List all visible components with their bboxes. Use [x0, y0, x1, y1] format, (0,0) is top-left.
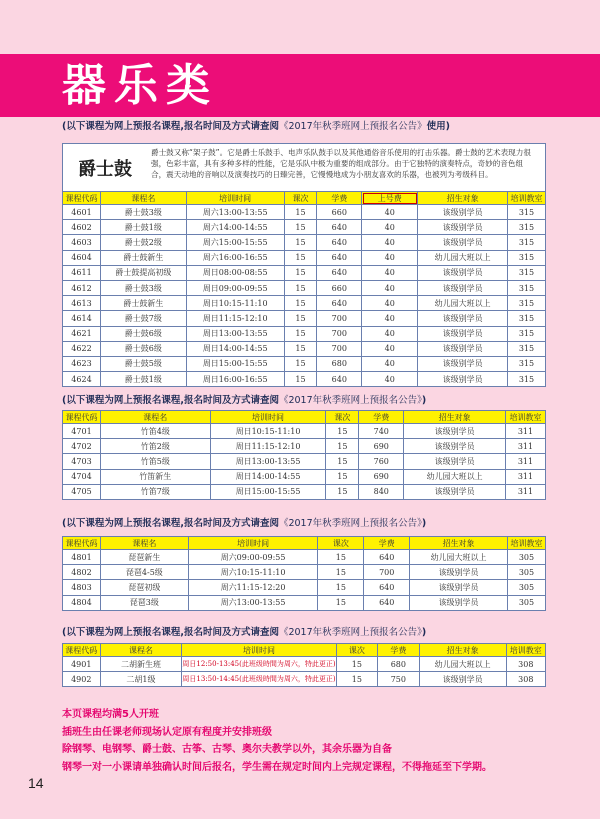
- table-cell: 爵士鼓3级: [100, 205, 186, 220]
- table-cell: 该级别学员: [418, 372, 508, 387]
- table-cell: 315: [507, 372, 545, 387]
- table-cell: 15: [284, 311, 317, 326]
- table-cell: 308: [506, 657, 545, 672]
- header-fee: 学费: [378, 644, 420, 657]
- table-cell: 311: [505, 439, 545, 454]
- table-cell: 305: [507, 550, 545, 565]
- table-cell: 4604: [63, 250, 101, 265]
- table-cell: 680: [378, 657, 420, 672]
- table-cell: 竹笛7级: [100, 484, 210, 499]
- jazz-drum-title: 爵士鼓: [78, 158, 132, 180]
- table-cell: 660: [317, 205, 362, 220]
- table-cell: 15: [284, 265, 317, 280]
- table-cell: 周六10:15-11:10: [188, 565, 318, 580]
- footer-note: 插班生由任课老师现场认定原有程度并安排班级: [62, 726, 272, 738]
- table-cell: 4704: [63, 469, 101, 484]
- table-header-row: [63, 537, 546, 550]
- bamboo-flute-table: [62, 410, 546, 500]
- table-row: [63, 235, 546, 250]
- table-cell: 周日15:00-15:55: [210, 484, 326, 499]
- table-cell: 15: [326, 424, 359, 439]
- table-cell: 15: [284, 250, 317, 265]
- table-cell: 周日16:00-16:55: [186, 372, 284, 387]
- table-row: [63, 484, 546, 499]
- table-cell: 4603: [63, 235, 101, 250]
- table-cell: 4621: [63, 326, 101, 341]
- header-time: 培训时间: [186, 192, 284, 205]
- table-cell: 40: [362, 250, 418, 265]
- table-cell: 周日14:00-14:55: [186, 341, 284, 356]
- table-cell: 幼儿园大班以上: [404, 469, 506, 484]
- table-cell: 15: [326, 469, 359, 484]
- header-code: 课程代码: [63, 192, 101, 205]
- table-cell: 该级别学员: [410, 595, 508, 610]
- table-cell: 760: [359, 454, 404, 469]
- header-fee: 学费: [317, 192, 362, 205]
- header-name: 课程名: [100, 411, 210, 424]
- section-bamboo-flute: [62, 395, 546, 500]
- notice-line: (以下课程为网上预报名课程,报名时间及方式请查阅《2017年秋季班网上预报名公告》): [62, 395, 427, 406]
- table-cell: 该级别学员: [404, 454, 506, 469]
- table-cell: 15: [284, 205, 317, 220]
- table-cell: 幼儿园大班以上: [418, 250, 508, 265]
- table-cell: 竹笛2级: [100, 439, 210, 454]
- table-cell: 315: [507, 326, 545, 341]
- table-cell: 4601: [63, 205, 101, 220]
- table-cell: 4803: [63, 580, 101, 595]
- table-cell: 该级别学员: [418, 341, 508, 356]
- table-row: [63, 439, 546, 454]
- table-cell: 该级别学员: [404, 439, 506, 454]
- table-row: [63, 356, 546, 371]
- header-code: 课程代码: [63, 411, 101, 424]
- table-cell: 周日15:00-15:55: [186, 356, 284, 371]
- table-cell: 4703: [63, 454, 101, 469]
- table-cell: 40: [362, 296, 418, 311]
- table-cell: 40: [362, 356, 418, 371]
- page-number: 14: [28, 775, 44, 791]
- table-cell: 4701: [63, 424, 101, 439]
- header-room: 培训教室: [505, 411, 545, 424]
- table-cell: 周六16:00-16:55: [186, 250, 284, 265]
- table-cell: 15: [318, 565, 364, 580]
- table-cell: 周六14:00-14:55: [186, 220, 284, 235]
- table-cell: 该级别学员: [404, 424, 506, 439]
- table-cell: 爵士鼓6级: [100, 341, 186, 356]
- table-cell: 琵琶4-5级: [100, 565, 188, 580]
- notice-line: (以下课程为网上预报名课程,报名时间及方式请查阅《2017年秋季班网上预报名公告》): [62, 518, 427, 529]
- table-cell: 爵士鼓2级: [100, 235, 186, 250]
- table-cell: 爵士鼓提高初级: [100, 265, 186, 280]
- table-cell: 640: [364, 550, 410, 565]
- table-cell: 15: [284, 326, 317, 341]
- table-cell: 40: [362, 326, 418, 341]
- table-cell: 爵士鼓1级: [100, 372, 186, 387]
- table-cell: 15: [326, 439, 359, 454]
- header-room: 培训教室: [507, 537, 545, 550]
- table-cell: 周六09:00-09:55: [188, 550, 318, 565]
- table-row: [63, 296, 546, 311]
- table-row: [63, 265, 546, 280]
- table-cell: 该级别学员: [418, 280, 508, 295]
- table-row: [63, 280, 546, 295]
- table-cell: 4902: [63, 672, 101, 687]
- table-cell: 680: [317, 356, 362, 371]
- table-cell: 700: [364, 565, 410, 580]
- table-cell: 周日10:15-11:10: [186, 296, 284, 311]
- jazz-drum-table: [62, 191, 546, 387]
- table-cell: 15: [326, 454, 359, 469]
- table-cell: 740: [359, 424, 404, 439]
- table-cell: 4623: [63, 356, 101, 371]
- header-book-fee: 上号费: [362, 192, 418, 205]
- table-cell: 315: [507, 235, 545, 250]
- table-cell: 周日13:00-13:55: [186, 326, 284, 341]
- table-cell: 该级别学员: [419, 672, 506, 687]
- table-cell: 640: [317, 296, 362, 311]
- table-cell: 该级别学员: [418, 356, 508, 371]
- table-cell: 爵士鼓1级: [100, 220, 186, 235]
- table-cell: 周日13:00-13:55: [210, 454, 326, 469]
- table-cell: 40: [362, 220, 418, 235]
- table-cell: 700: [317, 341, 362, 356]
- table-cell: 4801: [63, 550, 101, 565]
- table-cell: 周日10:15-11:10: [210, 424, 326, 439]
- table-cell: 周六13:00-13:55: [188, 595, 318, 610]
- table-cell: 4705: [63, 484, 101, 499]
- table-cell: 315: [507, 296, 545, 311]
- table-cell: 660: [317, 280, 362, 295]
- table-cell: 4611: [63, 265, 101, 280]
- header-fee: 学费: [364, 537, 410, 550]
- table-cell: 315: [507, 280, 545, 295]
- table-row: [63, 672, 546, 687]
- table-cell: 315: [507, 311, 545, 326]
- table-cell: 周六13:00-13:55: [186, 205, 284, 220]
- table-cell: 15: [284, 356, 317, 371]
- table-cell: 15: [336, 657, 378, 672]
- table-cell: 15: [284, 372, 317, 387]
- table-cell: 4802: [63, 565, 101, 580]
- table-cell: 幼儿园大班以上: [419, 657, 506, 672]
- header-time: 培训时间: [210, 411, 326, 424]
- header-target: 招生对象: [419, 644, 506, 657]
- table-cell: 315: [507, 205, 545, 220]
- header-sessions: 课次: [318, 537, 364, 550]
- notice-line: (以下课程为网上预报名课程,报名时间及方式请查阅《2017年秋季班网上预报名公告》使用): [62, 121, 450, 132]
- table-cell: 640: [317, 372, 362, 387]
- header-room: 培训教室: [506, 644, 545, 657]
- table-cell: 周日08:00-08:55: [186, 265, 284, 280]
- header-name: 课程名: [100, 192, 186, 205]
- table-cell: 315: [507, 356, 545, 371]
- table-row: [63, 424, 546, 439]
- table-cell: 二胡新生班: [100, 657, 182, 672]
- table-cell: 该级别学员: [404, 484, 506, 499]
- table-cell: 40: [362, 265, 418, 280]
- table-cell: 琵琶3级: [100, 595, 188, 610]
- table-cell: 爵士鼓新生: [100, 250, 186, 265]
- header-target: 招生对象: [418, 192, 508, 205]
- table-row: [63, 311, 546, 326]
- table-header-row: [63, 192, 546, 205]
- table-cell: 爵士鼓5级: [100, 356, 186, 371]
- table-cell: 周日11:15-12:10: [210, 439, 326, 454]
- table-cell: 爵士鼓新生: [100, 296, 186, 311]
- table-cell: 40: [362, 205, 418, 220]
- table-cell: 琵琶新生: [100, 550, 188, 565]
- table-cell: 315: [507, 220, 545, 235]
- table-cell: 4613: [63, 296, 101, 311]
- table-row: [63, 595, 546, 610]
- table-cell: 4622: [63, 341, 101, 356]
- table-cell: 爵士鼓3级: [100, 280, 186, 295]
- table-cell: 640: [364, 580, 410, 595]
- header-target: 招生对象: [404, 411, 506, 424]
- footer-note: 除钢琴、电钢琴、爵士鼓、古筝、古琴、奥尔夫教学以外，其余乐器为自备: [62, 744, 392, 755]
- table-cell: 该级别学员: [418, 326, 508, 341]
- table-row: [63, 469, 546, 484]
- table-cell: 二胡1级: [100, 672, 182, 687]
- table-cell: 40: [362, 372, 418, 387]
- table-cell: 640: [317, 220, 362, 235]
- footer-notes: [62, 706, 542, 776]
- table-cell: 该级别学员: [418, 311, 508, 326]
- table-cell: 周日09:00-09:55: [186, 280, 284, 295]
- table-row: [63, 372, 546, 387]
- table-row: [63, 341, 546, 356]
- table-cell: 311: [505, 469, 545, 484]
- section-erhu: [62, 627, 546, 687]
- table-row: [63, 205, 546, 220]
- table-cell: 305: [507, 595, 545, 610]
- table-cell: 311: [505, 424, 545, 439]
- table-cell: 311: [505, 484, 545, 499]
- header-target: 招生对象: [410, 537, 508, 550]
- table-cell: 4624: [63, 372, 101, 387]
- table-header-row: [63, 411, 546, 424]
- table-cell: 该级别学员: [418, 235, 508, 250]
- table-row: [63, 565, 546, 580]
- table-cell: 40: [362, 280, 418, 295]
- table-cell: 308: [506, 672, 545, 687]
- table-cell: 640: [317, 235, 362, 250]
- table-cell: 该级别学员: [418, 265, 508, 280]
- table-cell: 315: [507, 250, 545, 265]
- table-cell: 周六11:15-12:20: [188, 580, 318, 595]
- header-fee: 学费: [359, 411, 404, 424]
- table-cell: 640: [317, 265, 362, 280]
- table-cell: 竹笛新生: [100, 469, 210, 484]
- table-cell: 该级别学员: [418, 220, 508, 235]
- table-cell: 15: [318, 550, 364, 565]
- table-cell: 311: [505, 454, 545, 469]
- table-cell: 周日14:00-14:55: [210, 469, 326, 484]
- table-cell: 4702: [63, 439, 101, 454]
- table-cell: 315: [507, 265, 545, 280]
- table-cell: 爵士鼓6级: [100, 326, 186, 341]
- table-cell: 15: [284, 235, 317, 250]
- header-sessions: 课次: [336, 644, 378, 657]
- table-row: [63, 250, 546, 265]
- header-sessions: 课次: [326, 411, 359, 424]
- header-time: 培训时间: [182, 644, 336, 657]
- header-code: 课程代码: [63, 644, 101, 657]
- section-pipa: [62, 518, 546, 611]
- table-cell: 15: [336, 672, 378, 687]
- table-cell: 该级别学员: [410, 565, 508, 580]
- table-cell: 4612: [63, 280, 101, 295]
- table-cell: 15: [284, 280, 317, 295]
- table-cell: 15: [284, 220, 317, 235]
- table-cell: 305: [507, 565, 545, 580]
- table-cell: 15: [284, 341, 317, 356]
- table-cell: 40: [362, 235, 418, 250]
- footer-note: 钢琴一对一小课请单独确认时间后报名，学生需在规定时间内上完规定课程，不得拖延至下学期。: [62, 761, 492, 773]
- table-cell: 690: [359, 439, 404, 454]
- table-cell: 4614: [63, 311, 101, 326]
- table-row: [63, 580, 546, 595]
- table-cell: 幼儿园大班以上: [410, 550, 508, 565]
- table-row: [63, 657, 546, 672]
- table-cell: 4901: [63, 657, 101, 672]
- table-cell: 周六15:00-15:55: [186, 235, 284, 250]
- table-row: [63, 550, 546, 565]
- table-cell: 4602: [63, 220, 101, 235]
- table-row: [63, 326, 546, 341]
- table-cell: 琵琶初级: [100, 580, 188, 595]
- table-cell: 15: [326, 484, 359, 499]
- table-cell: 40: [362, 341, 418, 356]
- table-cell: 周日11:15-12:10: [186, 311, 284, 326]
- table-cell: 700: [317, 311, 362, 326]
- table-row: [63, 220, 546, 235]
- table-cell: 15: [318, 595, 364, 610]
- header-sessions: 课次: [284, 192, 317, 205]
- footer-note: 本页课程均满5人开班: [62, 709, 159, 720]
- section-jazz-drum: [62, 121, 546, 387]
- table-cell: 15: [318, 580, 364, 595]
- table-cell: 竹笛5级: [100, 454, 210, 469]
- table-cell: 750: [378, 672, 420, 687]
- erhu-table: [62, 643, 546, 687]
- header-room: 培训教室: [507, 192, 545, 205]
- table-cell: 700: [317, 326, 362, 341]
- table-cell: 15: [284, 296, 317, 311]
- header-code: 课程代码: [63, 537, 101, 550]
- table-cell: 640: [317, 250, 362, 265]
- table-cell: 周日12:50-13:45(此班级時間为周六，特此更正): [182, 657, 336, 672]
- table-cell: 315: [507, 341, 545, 356]
- table-row: [63, 454, 546, 469]
- pipa-table: [62, 536, 546, 611]
- jazz-drum-description: 爵士鼓又称“架子鼓”。它是爵士乐鼓手、电声乐队鼓手以及其他通俗音乐使用的打击乐器。爵士鼓的艺术表现力很强，色彩丰富，具有多种多样的性能，它是乐队中极为重要的组成部分。由于它独特的演奏特点，奇妙的音色组合，震天动地的音响以及演奏技巧的日臻完善，它慢慢地成为小朋友喜欢的乐器，也被列为考级科目。: [151, 148, 531, 179]
- table-cell: 竹笛4级: [100, 424, 210, 439]
- table-cell: 305: [507, 580, 545, 595]
- table-cell: 840: [359, 484, 404, 499]
- table-cell: 该级别学员: [418, 205, 508, 220]
- table-cell: 幼儿园大班以上: [418, 296, 508, 311]
- table-cell: 爵士鼓7级: [100, 311, 186, 326]
- table-cell: 周日13:50-14:45(此班级時間为周六，特此更正): [182, 672, 336, 687]
- table-cell: 40: [362, 311, 418, 326]
- header-name: 课程名: [100, 537, 188, 550]
- table-cell: 该级别学员: [410, 580, 508, 595]
- notice-line: (以下课程为网上预报名课程,报名时间及方式请查阅《2017年秋季班网上预报名公告》): [62, 627, 427, 638]
- jazz-drum-intro: [62, 143, 546, 191]
- table-cell: 4804: [63, 595, 101, 610]
- header-name: 课程名: [100, 644, 182, 657]
- page-title: 器乐类: [62, 60, 218, 111]
- table-cell: 690: [359, 469, 404, 484]
- table-header-row: [63, 644, 546, 657]
- header-time: 培训时间: [188, 537, 318, 550]
- table-cell: 640: [364, 595, 410, 610]
